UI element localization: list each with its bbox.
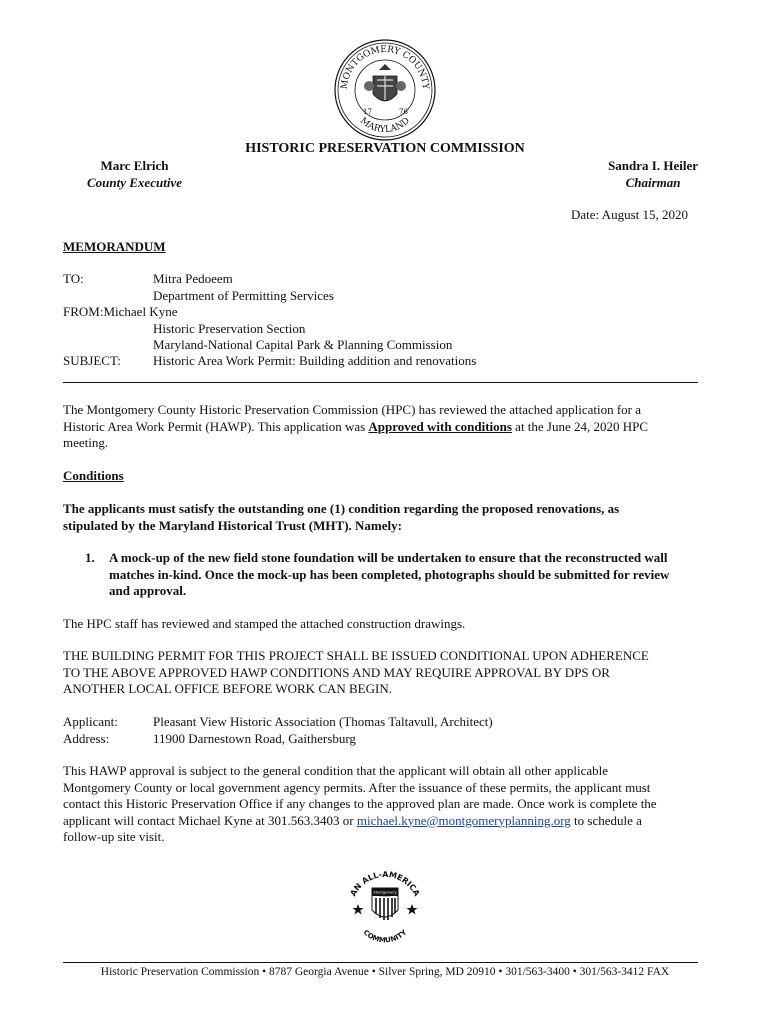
list-item-number: 1. [85,550,95,565]
badge-center-line-2: County [379,894,391,898]
intro-line-2-start: Historic Area Work Permit (HAWP). This application was [63,418,369,434]
closing-line-2: Montgomery County or local government agency permits. After the issuance of these permits, the applicant must [63,779,651,795]
footer-divider [63,962,698,963]
svg-text:COMMUNITY [362,928,409,945]
list-item-line-1: A mock-up of the new field stone foundation will be undertaken to ensure that the reconstructed wall [109,550,668,565]
to-label: TO: [63,271,84,286]
to-row [63,271,233,288]
address-row [63,731,356,748]
chairman-block [608,158,698,191]
all-america-community-badge [344,866,426,948]
address-value: 11900 Darnestown Road, Gaithersburg [153,731,356,746]
to-dept: Department of Permitting Services [153,288,334,303]
list-item-line-2: matches in-kind. Once the mock-up has been completed, photographs should be submitted for review [109,566,670,582]
closing-paragraph [63,763,703,846]
conditions-intro-line-1: The applicants must satisfy the outstanding one (1) condition regarding the proposed renovations, as [63,501,620,516]
county-seal [333,38,437,142]
from-name: Michael Kyne [103,304,178,319]
badge-center-line-1: Montgomery [373,890,397,895]
intro-line-1: The Montgomery County Historic Preservation Commission (HPC) has reviewed the attached application for a [63,402,642,417]
seal-top-text: MONTGOMERY COUNTY [339,44,431,90]
permit-notice-line-1: THE BUILDING PERMIT FOR THIS PROJECT SHALL BE ISSUED CONDITIONAL UPON ADHERENCE [63,648,649,663]
county-executive-name: Marc Elrich [100,158,169,173]
applicant-row [63,714,493,731]
email-link[interactable]: michael.kyne@montgomeryplanning.org [356,812,571,828]
conditions-intro-line-2: stipulated by the Maryland Historical Trust (MHT). Namely: [63,517,402,533]
memo-date: Date: August 15, 2020 [571,207,688,222]
to-name: Mitra Pedoeem [153,271,233,286]
subject-row [63,353,476,370]
seal-year-left: 17 [363,108,372,116]
from-label: FROM: [63,304,104,319]
badge-top-text: AN ALL-AMERICA [348,869,422,898]
seal-bottom-text: MARYLAND [358,115,412,136]
closing-line-3: contact this Historic Preservation Office if any changes to the approved plan are made. Once work is complete the [63,796,657,811]
applicant-label: Applicant: [63,714,118,729]
list-item-line-3: and approval. [109,583,187,598]
subject-text: Historic Area Work Permit: Building addition and renovations [153,353,477,368]
permit-notice-line-3: ANOTHER LOCAL OFFICE BEFORE WORK CAN BEGIN. [63,681,392,696]
intro-line-3: meeting. [63,435,109,450]
approval-status: Approved with conditions [368,418,512,434]
memo-heading: MEMORANDUM [63,239,166,254]
intro-line-2 [63,419,703,436]
commission-title: HISTORIC PRESERVATION COMMISSION [245,141,525,156]
chairman-role: Chairman [625,174,681,190]
closing-line-4 [63,813,703,830]
conditions-intro [63,501,703,534]
footer-contact: Historic Preservation Commission • 8787 Georgia Avenue • Silver Spring, MD 20910 • 301/563-3400 • 301/563-3412 FAX [100,966,670,978]
closing-line-4-start: applicant will contact Michael Kyne at 301.563.3403 or [63,812,357,828]
coat-of-arms-icon [364,64,406,101]
intro-line-2-end: at the June 24, 2020 HPC [511,418,649,434]
conditions-heading: Conditions [63,468,124,483]
from-dept-2: Maryland-National Capital Park & Planning Commission [153,337,453,352]
from-dept-1: Historic Preservation Section [153,321,306,336]
county-executive-role: County Executive [87,174,182,190]
county-executive-block [87,158,182,191]
permit-notice [63,648,703,698]
list-item-text [109,550,709,600]
from-row [63,304,177,321]
svg-text:MARYLAND [358,116,412,135]
permit-notice-line-2: TO THE ABOVE APPROVED HAWP CONDITIONS AND MAY REQUIRE APPROVAL BY DPS OR [63,664,610,680]
chairman-name: Sandra I. Heiler [608,158,698,173]
closing-line-1: This HAWP approval is subject to the general condition that the applicant will obtain all other applicable [63,763,609,778]
closing-line-5: follow-up site visit. [63,829,165,844]
address-label: Address: [63,731,110,746]
seal-year-right: 76 [399,108,408,116]
header-divider [63,382,698,383]
staff-review-text: The HPC staff has reviewed and stamped the attached construction drawings. [63,616,466,631]
intro-paragraph [63,402,703,452]
badge-bottom-text: COMMUNITY [361,928,409,945]
closing-line-4-end: to schedule a [570,812,642,828]
subject-label: SUBJECT: [63,353,121,368]
applicant-value: Pleasant View Historic Association (Thomas Taltavull, Architect) [153,714,493,729]
